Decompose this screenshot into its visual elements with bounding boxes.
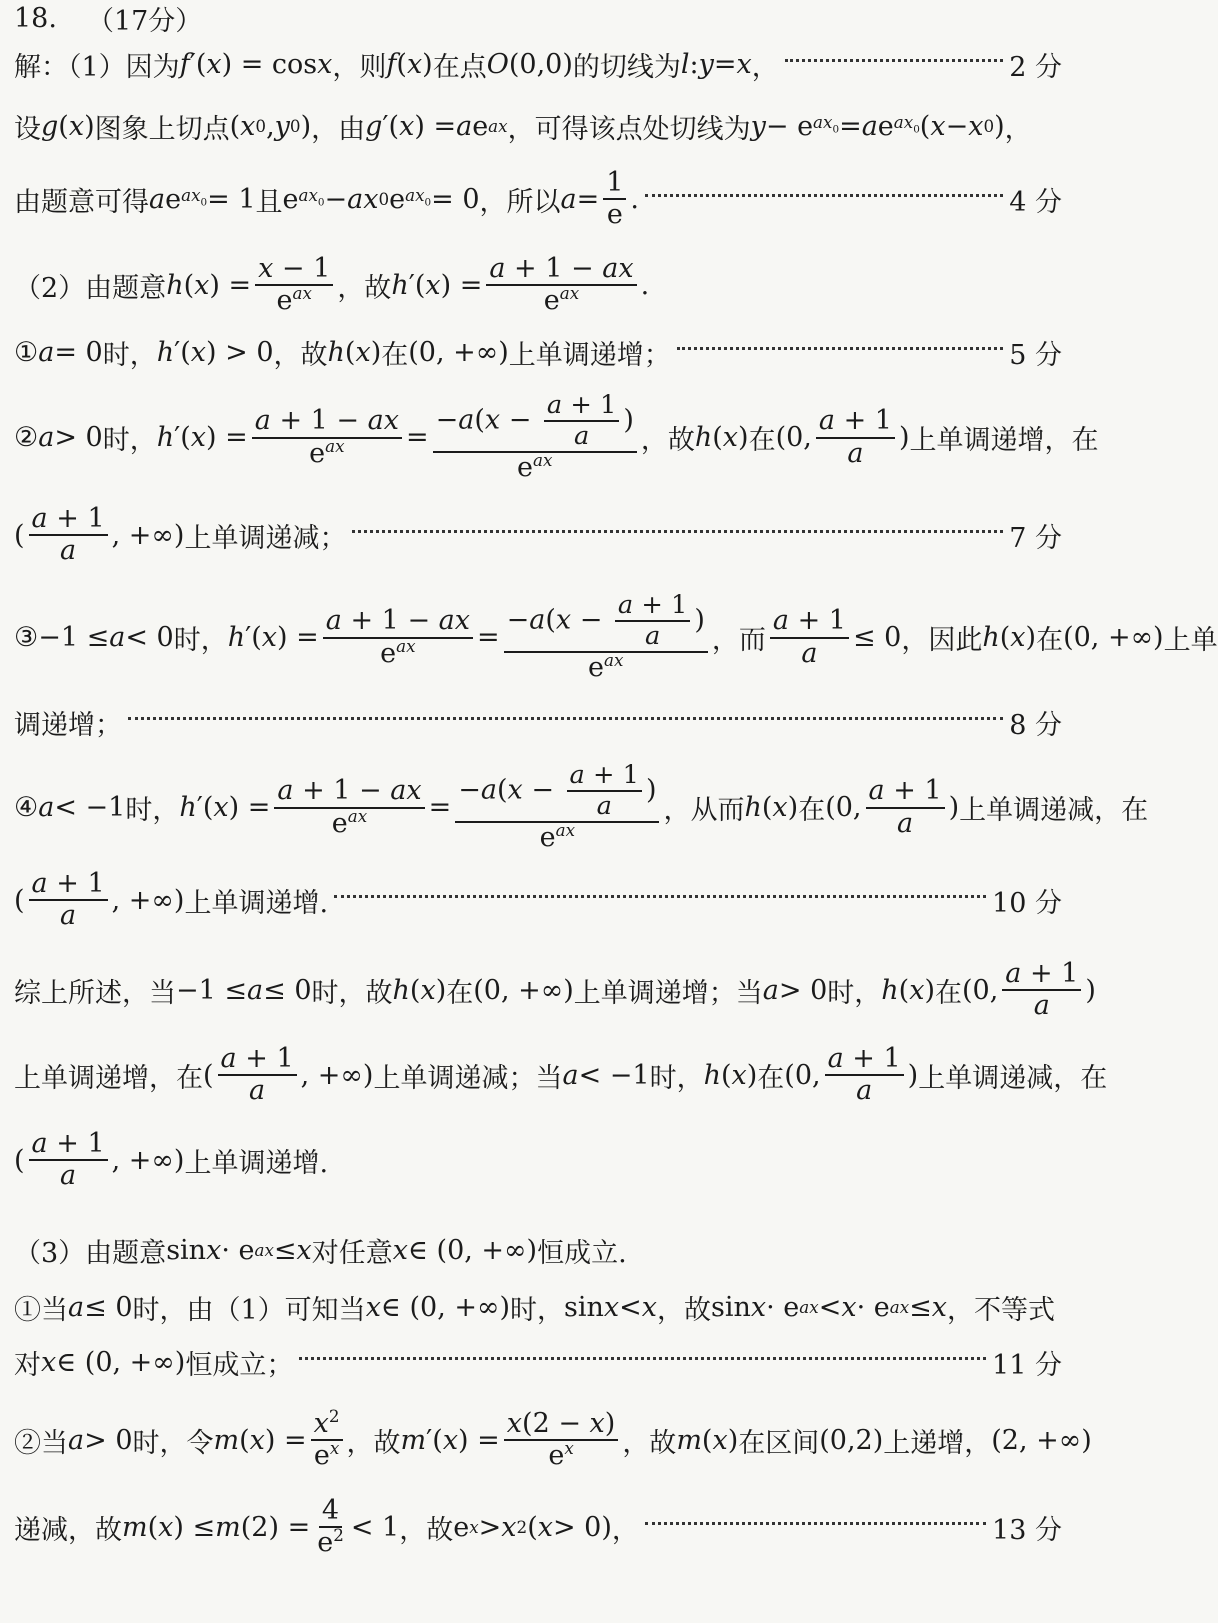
score-mark: 8 分 — [1009, 709, 1062, 741]
dot-leader — [299, 1357, 986, 1360]
problem-points: （17分） — [86, 5, 203, 37]
line-case2-cont: ( $\frac{a + 1}{a}$ , +∞) 上单调递减； 7 分 — [14, 502, 1062, 566]
dot-leader — [645, 194, 1003, 197]
dot-leader — [334, 895, 986, 898]
line-summary-1: 综上所述，当 −1 ≤ a ≤ 0 时，故 h ( x ) 在 (0, +∞) 上单调递增； 当 a > 0 时， h ( x ) 在 (0, $\frac{a + 1}{a}$ ) — [14, 957, 1096, 1021]
fraction: $\frac{a + 1}{a}$ — [218, 1045, 297, 1106]
fraction: $\frac{1}{e}$ — [603, 169, 626, 230]
fraction: $\frac{a + 1}{a}$ — [816, 407, 895, 468]
score-mark: 11 分 — [992, 1349, 1062, 1381]
line-case2: ② a > 0 时， h ′( x ) = $\frac{a + 1 - ax}{e^{ax}}$ = −a(x − $\frac{a + 1}{a}$ ) $e^{ax}$ ，故 h ( x ) 在 (0, $\frac{a + 1}{a}$ ) 上单调递增，在 — [14, 390, 1099, 484]
fraction: $\frac{a + 1}{a}$ — [29, 505, 108, 566]
fraction: $\frac{x^2}{e^x}$ — [311, 1410, 343, 1471]
score-mark: 4 分 — [1009, 186, 1062, 218]
dot-leader — [645, 1522, 986, 1525]
line-case3: ③ −1 ≤ a < 0 时， h ′( x ) = $\frac{a + 1 - ax}{e^{ax}}$ = −a(x − $\frac{a + 1}{a}$ ) $e^{ax}$ ，而 $\frac{a + 1}{a}$ ≤ 0 ，因此 h ( x ) 在 (0, +∞) 上单 — [14, 590, 1218, 684]
line-part1-tangent: 解：（1）因为 f ′( x ) = cos x ，则 f ( x ) 在点 O (0,0) 的切线为 l : y = x ， 2 分 — [14, 42, 1062, 86]
dot-leader — [677, 347, 1003, 350]
line-case4: ④ a < −1 时， h ′( x ) = $\frac{a + 1 - ax}{e^{ax}}$ = −a(x − $\frac{a + 1}{a}$ ) $e^{ax}$ ，从而 h ( x ) 在 (0, $\frac{a + 1}{a}$ ) 上单调递减，在 — [14, 760, 1149, 854]
line-summary-3: ( $\frac{a + 1}{a}$ , +∞) 上单调递增. — [14, 1127, 329, 1191]
line-part2-h: （2）由题意 h ( x ) = $\frac{x - 1}{e^{ax}}$ ，故 h ′( x ) = $\frac{a + 1 - ax}{e^{ax}}$ . — [14, 252, 650, 316]
line-summary-2: 上单调递增，在 ( $\frac{a + 1}{a}$ , +∞) 上单调递减； 当 a < −1 时， h ( x ) 在 (0, $\frac{a + 1}{a}$ ) 上单调递减，在 — [14, 1042, 1108, 1106]
score-mark: 7 分 — [1009, 522, 1062, 554]
fraction: −a(x − $\frac{a + 1}{a}$ ) $e^{ax}$ — [504, 592, 708, 682]
fraction: $\frac{a + 1}{a}$ — [866, 777, 945, 838]
fraction: $\frac{a + 1}{a}$ — [29, 870, 108, 931]
line-case3-cont: 调递增； 8 分 — [14, 700, 1062, 744]
fraction: $\frac{a + 1}{a}$ — [770, 607, 849, 668]
line-case4-cont: ( $\frac{a + 1}{a}$ , +∞) 上单调递增. 10 分 — [14, 867, 1062, 931]
fraction: −a(x − $\frac{a + 1}{a}$ ) $e^{ax}$ — [433, 392, 637, 482]
fraction: $\frac{a + 1 - ax}{e^{ax}}$ — [252, 407, 402, 468]
fraction: $\frac{a + 1}{a}$ — [29, 1130, 108, 1191]
score-mark: 5 分 — [1009, 339, 1062, 371]
line-part1-g-tangent: 设 g ( x ) 图象上切点 ( x 0 , y 0 ) ，由 g ′( x ) = a e ax ，可得该点处切线为 y − e $ax_0$ = a e $ax_0$ ( x − x 0 ) ， — [14, 110, 1032, 145]
fraction: $\frac{a + 1 - ax}{e^{ax}}$ — [274, 777, 424, 838]
fraction: $\frac{a + 1 - ax}{e^{ax}}$ — [486, 255, 636, 316]
fraction: $\frac{x - 1}{e^{ax}}$ — [255, 255, 333, 316]
line-part3-case1: ①当 a ≤ 0 时，由（1）可知当 x ∈ (0, +∞) 时， sin x < x ，故 sin x · e ax < x · e ax ≤ x ，不等式 — [14, 1291, 1055, 1326]
line-part3-intro: （3）由题意 sin x · e ax ≤ x 对任意 x ∈ (0, +∞) 恒成立. — [14, 1234, 627, 1269]
fraction: $\frac{a + 1 - ax}{e^{ax}}$ — [323, 607, 473, 668]
fraction: $\frac{a + 1}{a}$ — [1002, 960, 1081, 1021]
line-part1-result: 由题意可得 a e $ax_0$ = 1 且 e $ax_0$ − ax 0 e $ax_0$ = 0 ，所以 a = $\frac{1}{e}$ . 4 分 — [14, 166, 1062, 230]
line-case1: ① a = 0 时， h ′( x ) > 0 ，故 h ( x ) 在 (0, +∞) 上单调递增； 5 分 — [14, 330, 1062, 374]
fraction: $\frac{a + 1}{a}$ — [825, 1045, 904, 1106]
fraction: $\frac{4}{e^2}$ — [317, 1494, 344, 1558]
line-part3-case1-cont: 对 x ∈ (0, +∞) 恒成立； 11 分 — [14, 1340, 1062, 1384]
score-mark: 2 分 — [1009, 51, 1062, 83]
fraction: $\frac{x(2 - x)}{e^x}$ — [504, 1410, 619, 1471]
dot-leader — [352, 530, 1003, 533]
line-part3-case2: ②当 a > 0 时，令 m ( x ) = $\frac{x^2}{e^x}$ ，故 m ′( x ) = $\frac{x(2 - x)}{e^x}$ ，故 m ( x ) 在区间 (0,2) 上递增， (2, +∞) — [14, 1405, 1092, 1471]
dot-leader — [128, 717, 1003, 720]
dot-leader — [785, 59, 1003, 62]
problem-header — [14, 0, 1062, 36]
problem-number: 18. — [14, 2, 57, 34]
score-mark: 13 分 — [992, 1514, 1062, 1546]
line-part3-case2-cont: 递减，故 m ( x ) ≤ m (2) = $\frac{4}{e^2}$ < 1 ，故 e x > x 2 ( x > 0) ， 13 分 — [14, 1494, 1062, 1558]
fraction: −a(x − $\frac{a + 1}{a}$ ) $e^{ax}$ — [455, 762, 659, 852]
score-mark: 10 分 — [992, 887, 1062, 919]
